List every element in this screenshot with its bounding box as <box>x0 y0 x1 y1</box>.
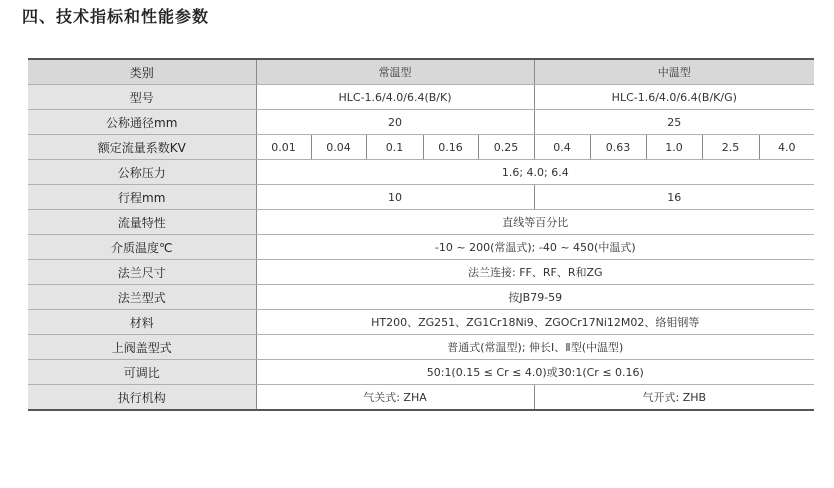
flange-type-value: 按JB79-59 <box>256 285 814 310</box>
model-label: 型号 <box>28 85 256 110</box>
material-label: 材料 <box>28 310 256 335</box>
rangeability-value: 50:1(0.15 ≤ Cr ≤ 4.0)或30:1(Cr ≤ 0.16) <box>256 360 814 385</box>
medium-temperature-label: 介质温度℃ <box>28 235 256 260</box>
category-medium: 中温型 <box>534 59 814 85</box>
kv-value: 0.01 <box>256 135 311 160</box>
row-flange-size <box>28 260 814 285</box>
page-title: 四、技术指标和性能参数 <box>22 7 210 26</box>
kv-value: 0.1 <box>366 135 423 160</box>
medium-temperature-value: -10 ~ 200(常温式); -40 ~ 450(中温式) <box>256 235 814 260</box>
kv-value: 0.04 <box>311 135 366 160</box>
stroke-medium: 16 <box>534 185 814 210</box>
row-actuator <box>28 385 814 411</box>
row-model <box>28 85 814 110</box>
kv-value: 0.16 <box>423 135 478 160</box>
material-value: HT200、ZG251、ZG1Cr18Ni9、ZGOCr17Ni12M02、络钼钢等 <box>256 310 814 335</box>
kv-value: 0.25 <box>478 135 534 160</box>
row-flow-coefficient <box>28 135 814 160</box>
nominal-diameter-normal: 20 <box>256 110 534 135</box>
row-material <box>28 310 814 335</box>
flow-characteristic-value: 直线等百分比 <box>256 210 814 235</box>
kv-value: 0.63 <box>590 135 646 160</box>
spec-table <box>28 58 814 411</box>
category-label: 类别 <box>28 59 256 85</box>
actuator-label: 执行机构 <box>28 385 256 411</box>
bonnet-type-label: 上阀盖型式 <box>28 335 256 360</box>
kv-value: 2.5 <box>702 135 759 160</box>
row-flange-type <box>28 285 814 310</box>
actuator-normal: 气关式: ZHA <box>256 385 534 411</box>
flange-size-label: 法兰尺寸 <box>28 260 256 285</box>
flange-type-label: 法兰型式 <box>28 285 256 310</box>
kv-value: 1.0 <box>646 135 702 160</box>
row-category <box>28 59 814 85</box>
row-flow-characteristic <box>28 210 814 235</box>
kv-value: 4.0 <box>759 135 814 160</box>
row-bonnet-type <box>28 335 814 360</box>
model-normal: HLC-1.6/4.0/6.4(B/K) <box>256 85 534 110</box>
row-nominal-pressure <box>28 160 814 185</box>
row-rangeability <box>28 360 814 385</box>
row-nominal-diameter <box>28 110 814 135</box>
stroke-label: 行程mm <box>28 185 256 210</box>
row-medium-temperature <box>28 235 814 260</box>
nominal-diameter-label: 公称通径mm <box>28 110 256 135</box>
nominal-diameter-medium: 25 <box>534 110 814 135</box>
rangeability-label: 可调比 <box>28 360 256 385</box>
actuator-medium: 气开式: ZHB <box>534 385 814 411</box>
kv-value: 0.4 <box>534 135 590 160</box>
stroke-normal: 10 <box>256 185 534 210</box>
row-stroke <box>28 185 814 210</box>
category-normal: 常温型 <box>256 59 534 85</box>
model-medium: HLC-1.6/4.0/6.4(B/K/G) <box>534 85 814 110</box>
nominal-pressure-label: 公称压力 <box>28 160 256 185</box>
nominal-pressure-value: 1.6; 4.0; 6.4 <box>256 160 814 185</box>
flange-size-value: 法兰连接: FF、RF、R和ZG <box>256 260 814 285</box>
flow-coefficient-label: 额定流量系数KV <box>28 135 256 160</box>
bonnet-type-value: 普通式(常温型); 伸长Ⅰ、Ⅱ型(中温型) <box>256 335 814 360</box>
flow-characteristic-label: 流量特性 <box>28 210 256 235</box>
